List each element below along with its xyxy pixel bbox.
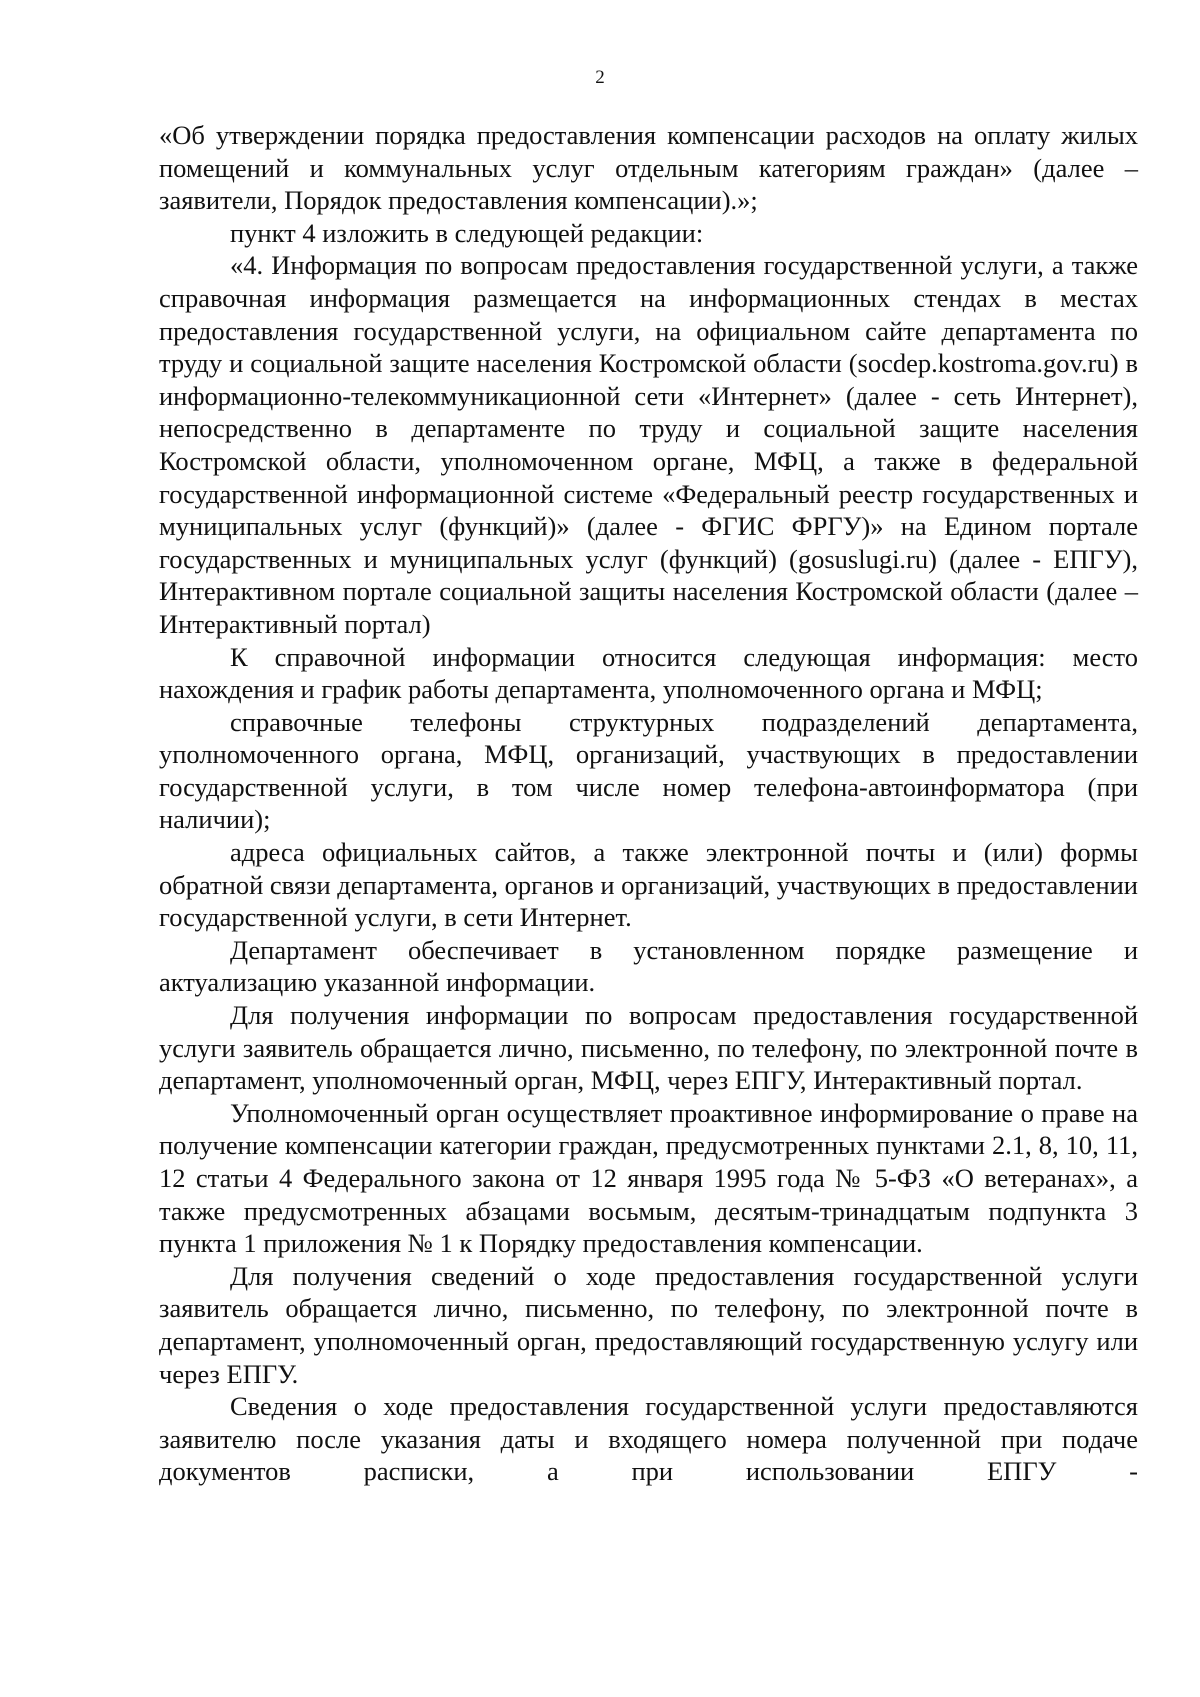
paragraph-2: пункт 4 изложить в следующей редакции: xyxy=(230,217,704,248)
paragraph-11: Сведения о ходе предоставления государственной услуги предоставляются заявителю после указания даты и входящего номера полученной при подаче документов расписки, а при использовании ЕПГУ - xyxy=(159,1391,1138,1487)
paragraph-8: Для получения информации по вопросам предоставления государственной услуги заявитель обращается лично, письменно, по телефону, по электронной почте в департамент, уполномоченный орган, МФЦ, через ЕПГУ, Интерактивный портал. xyxy=(159,1000,1138,1096)
paragraph-4: К справочной информации относится следующая информация: место нахождения и график работы департамента, уполномоченного органа и МФЦ; xyxy=(159,641,1138,705)
paragraph-9: Уполномоченный орган осуществляет проактивное информирование о праве на получение компенсации категории граждан, предусмотренных пунктами 2.1, 8, 10, 11, 12 статьи 4 Федерального закона от 12 января 1995 года № 5-ФЗ «О ветеранах», а также предусмотренных абзацами восьмым, десятым-тринадцатым подпункта 3 пункта 1 приложения № 1 к Порядку предоставления компенсации. xyxy=(159,1097,1138,1259)
paragraph-5: справочные телефоны структурных подразделений департамента, уполномоченного органа, МФЦ, организаций, участвующих в предоставлении государственной услуги, в том числе номер телефона-автоинформатора (при наличии); xyxy=(159,706,1138,835)
paragraph-10: Для получения сведений о ходе предоставления государственной услуги заявитель обращается лично, письменно, по телефону, по электронной почте в департамент, уполномоченный орган, предоставляющий государственную услугу или через ЕПГУ. xyxy=(159,1260,1138,1389)
paragraph-3: «4. Информация по вопросам предоставления государственной услуги, а также справочная информация размещается на информационных стендах в местах предоставления государственной услуги, на официальном сайте департамента по труду и социальной защите населения Костромской области (socdep.kostroma.gov.ru) в информационно-телекоммуникационной сети «Интернет» (далее - сеть Интернет), непосредственно в департаменте по труду и социальной защите населения Костромской области, уполномоченном органе, МФЦ, а также в федеральной государственной информационной системе «Федеральный реестр государственных и муниципальных услуг (функций)» (далее - ФГИС ФРГУ)» на Едином портале государственных и муниципальных услуг (функций) (gosuslugi.ru) (далее - ЕПГУ), Интерактивном портале социальной защиты населения Костромской области (далее – Интерактивный портал) xyxy=(159,250,1138,639)
paragraph-1: «Об утверждении порядка предоставления компенсации расходов на оплату жилых помещений и коммунальных услуг отдельным категориям граждан» (далее – заявители, Порядок предоставления компенсации).»; xyxy=(159,120,1138,216)
document-body xyxy=(159,119,1138,1488)
page-number: 2 xyxy=(595,67,605,88)
paragraph-6: адреса официальных сайтов, а также электронной почты и (или) формы обратной связи департамента, органов и организаций, участвующих в предоставлении государственной услуги, в сети Интернет. xyxy=(159,837,1138,933)
paragraph-7: Департамент обеспечивает в установленном порядке размещение и актуализацию указанной информации. xyxy=(159,934,1138,998)
